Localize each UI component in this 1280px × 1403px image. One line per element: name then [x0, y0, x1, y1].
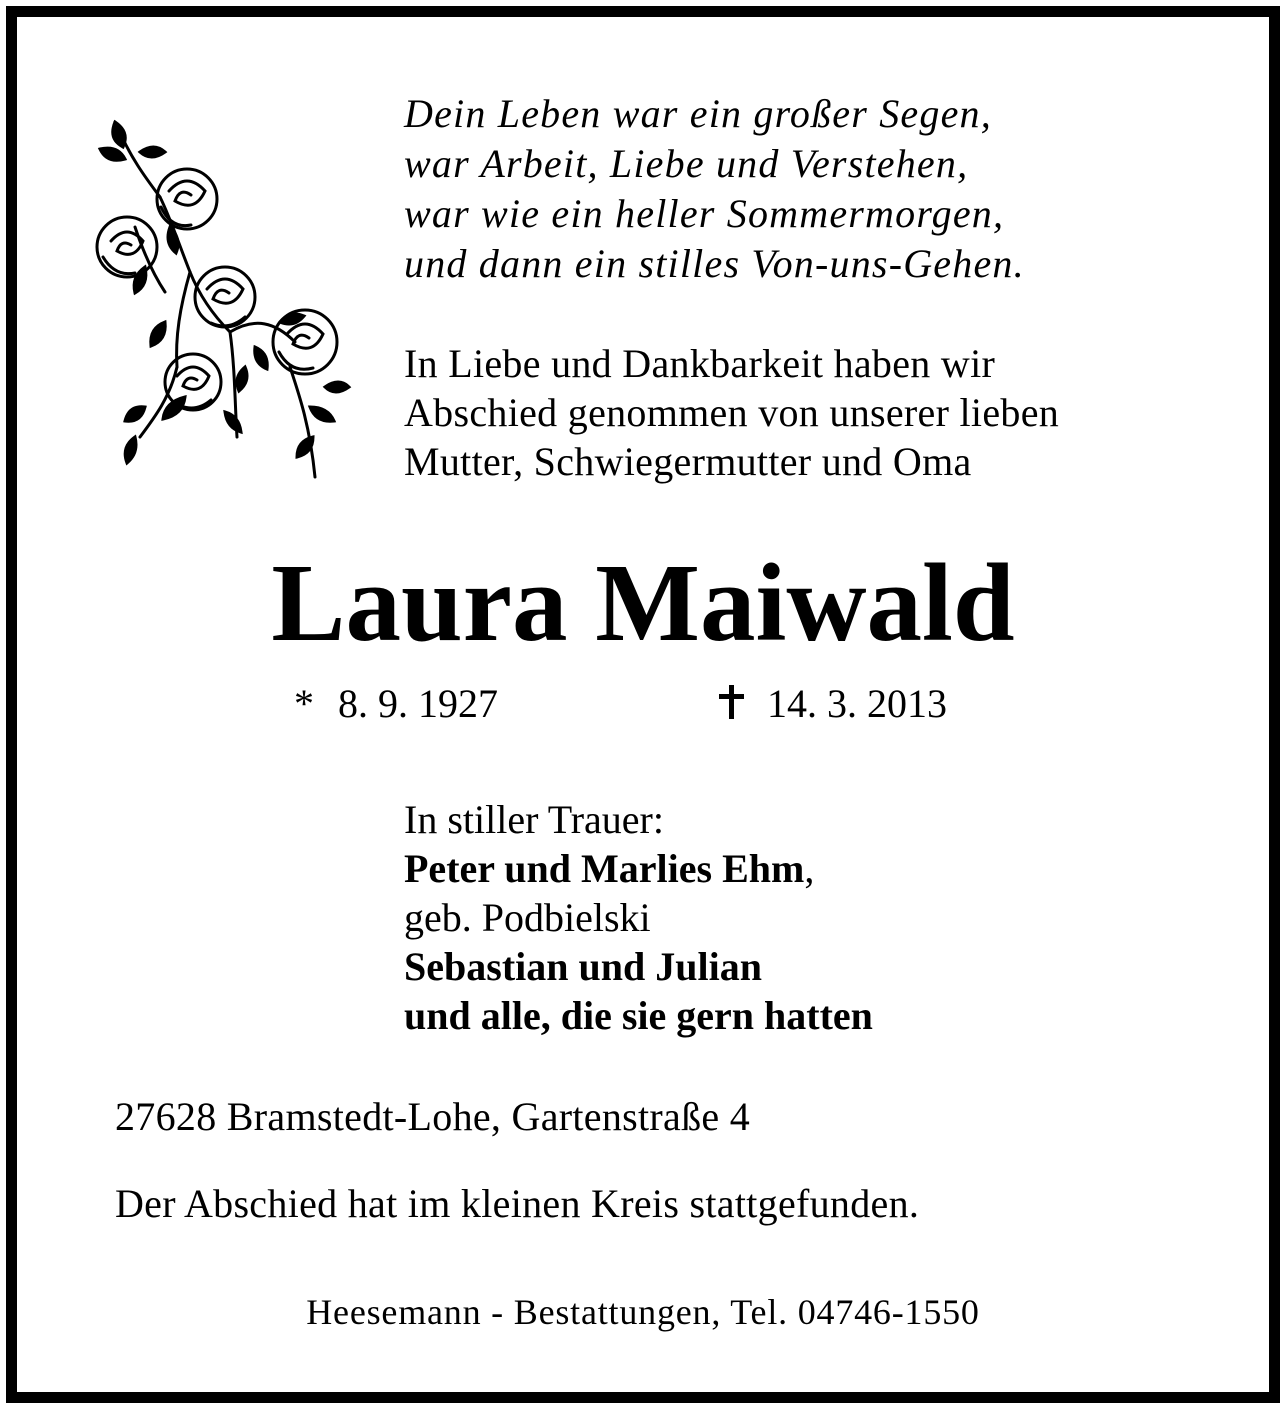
mourner-family-1-suffix: ,	[804, 846, 815, 891]
mourner-family-1-name: Peter und Marlies Ehm	[404, 846, 805, 891]
mourner-family-2: Sebastian und Julian	[404, 944, 762, 989]
farewell-note: Der Abschied hat im kleinen Kreis stattgefunden.	[115, 1181, 920, 1226]
mourner-family-1-note: geb. Podbielski	[404, 895, 651, 940]
mourners-block	[404, 795, 873, 1040]
memorial-poem	[404, 89, 1025, 289]
intro-line: Abschied genommen von unserer lieben	[404, 390, 1060, 435]
mourners-heading: In stiller Trauer:	[404, 797, 664, 842]
death-date: 14. 3. 2013	[767, 681, 947, 726]
address: 27628 Bramstedt-Lohe, Gartenstraße 4	[115, 1094, 751, 1139]
intro-line: In Liebe und Dankbarkeit haben wir	[404, 341, 996, 386]
death-date-line	[717, 679, 947, 729]
poem-line: war wie ein heller Sommermorgen,	[404, 191, 1005, 236]
birth-date-line	[294, 679, 498, 729]
obituary-notice	[6, 6, 1280, 1403]
poem-line: und dann ein stilles Von-uns-Gehen.	[404, 241, 1025, 286]
deceased-name: Laura Maiwald	[271, 542, 1015, 665]
undertaker-info: Heesemann - Bestattungen, Tel. 04746-1550	[306, 1292, 980, 1332]
poem-line: Dein Leben war ein großer Segen,	[404, 91, 992, 136]
birth-star-icon: *	[294, 681, 314, 726]
intro-text	[404, 339, 1059, 486]
mourner-others: und alle, die sie gern hatten	[404, 993, 873, 1038]
cross-icon	[717, 685, 745, 719]
roses-illustration-icon	[85, 107, 365, 497]
birth-date: 8. 9. 1927	[338, 681, 498, 726]
intro-line: Mutter, Schwiegermutter und Oma	[404, 439, 972, 484]
mourner-family-1	[404, 844, 873, 893]
poem-line: war Arbeit, Liebe und Verstehen,	[404, 141, 969, 186]
